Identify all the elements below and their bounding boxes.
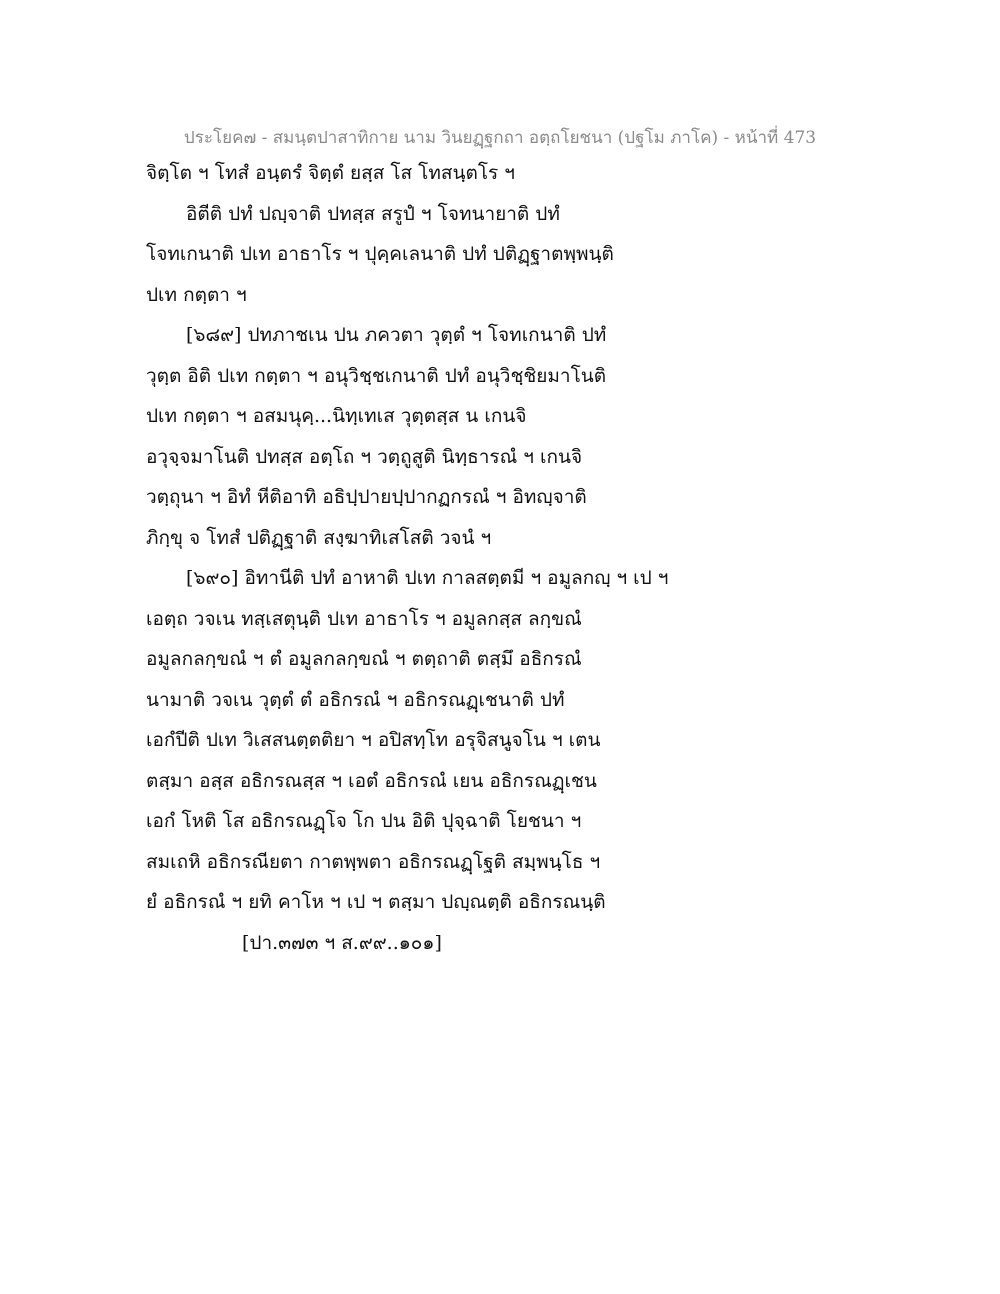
text-line: ปเท กตฺตา ฯ — [146, 283, 247, 306]
text-line: สมเถหิ อธิกรณียตา กาตพฺพตา อธิกรณฏฺโฐติ สมฺพนฺโธ ฯ — [146, 850, 601, 873]
text-line: จิตฺโต ฯ โทสํ อนฺตรํ จิตฺตํ ยสฺส โส โทสนฺตโร ฯ — [146, 162, 515, 184]
text-line: วตฺถุนา ฯ อิทํ หีติอาทิ อธิปฺปายปฺปากฏกรณํ ฯ อิทญฺจาติ — [146, 486, 587, 508]
text-line: นามาติ วจเน วุตฺตํ ตํ อธิกรณํ ฯ อธิกรณฏฺเชนาติ ปทํ — [146, 688, 565, 711]
text-line: [๖๙๐] อิทานีติ ปทํ อาหาติ ปเท กาลสตฺตมี ฯ อมูลกญฺ ฯ เป ฯ — [186, 567, 669, 589]
text-line: ปเท กตฺตา ฯ อสมนุคฺ...นิทฺเทเส วุตฺตสฺส น เกนจิ — [146, 405, 527, 427]
text-line: ยํ อธิกรณํ ฯ ยทิ คาโห ฯ เป ฯ ตสฺมา ปญฺณตฺติ อธิกรณนฺติ — [146, 891, 606, 913]
text-line: ตสฺมา อสฺส อธิกรณสฺส ฯ เอตํ อธิกรณํ เยน อธิกรณฏฺเชน — [146, 769, 597, 792]
text-line: เอตฺถ วจเน ทสฺเสตุนฺติ ปเท อาธาโร ฯ อมูลกสฺส ลกฺขณํ — [146, 607, 582, 630]
text-line: เอกํ โหติ โส อธิกรณฏฺโจ โก ปน อิติ ปุจฺฉาติ โยชนา ฯ — [146, 810, 582, 832]
body-text — [146, 160, 866, 970]
page-reference: [ปา.๓๗๓ ฯ ส.๙๙..๑๐๑] — [242, 931, 442, 954]
text-line: เอกํปีติ ปเท วิเสสนตฺตติยา ฯ อปิสทฺโท อรุจิสนูจโน ฯ เตน — [146, 729, 601, 751]
text-line: อวุจฺจมาโนติ ปทสฺส อตฺโถ ฯ วตฺถูสูติ นิทฺธารณํ ฯ เกนจิ — [146, 445, 583, 468]
text-line: [๖๘๙] ปทภาชเน ปน ภควตา วุตฺตํ ฯ โจทเกนาติ ปทํ — [186, 324, 607, 346]
page-header: ประโยค๗ - สมนฺตปาสาทิกาย นาม วินยฏฺฐกถา อตฺถโยชนา (ปฐโม ภาโค) - หน้าที่ 473 — [183, 128, 817, 148]
text-line: อิตีติ ปทํ ปญฺจาติ ปทสฺส สรูปํ ฯ โจทนายาติ ปทํ — [186, 202, 560, 225]
text-line: วุตฺต อิติ ปเท กตฺตา ฯ อนุวิชฺชเกนาติ ปทํ อนุวิชฺชิยมาโนติ — [146, 364, 607, 387]
text-line: ภิกฺขุ จ โทสํ ปติฏฺฐาติ สงฺฆาทิเสโสติ วจนํ ฯ — [146, 526, 492, 549]
text-line: อมูลกลกฺขณํ ฯ ตํ อมูลกลกฺขณํ ฯ ตตฺถาติ ตสฺมึ อธิกรณํ — [146, 648, 582, 670]
text-line: โจทเกนาติ ปเท อาธาโร ฯ ปุคฺคเลนาติ ปทํ ปติฏฺฐาตพฺพนฺติ — [146, 243, 614, 265]
